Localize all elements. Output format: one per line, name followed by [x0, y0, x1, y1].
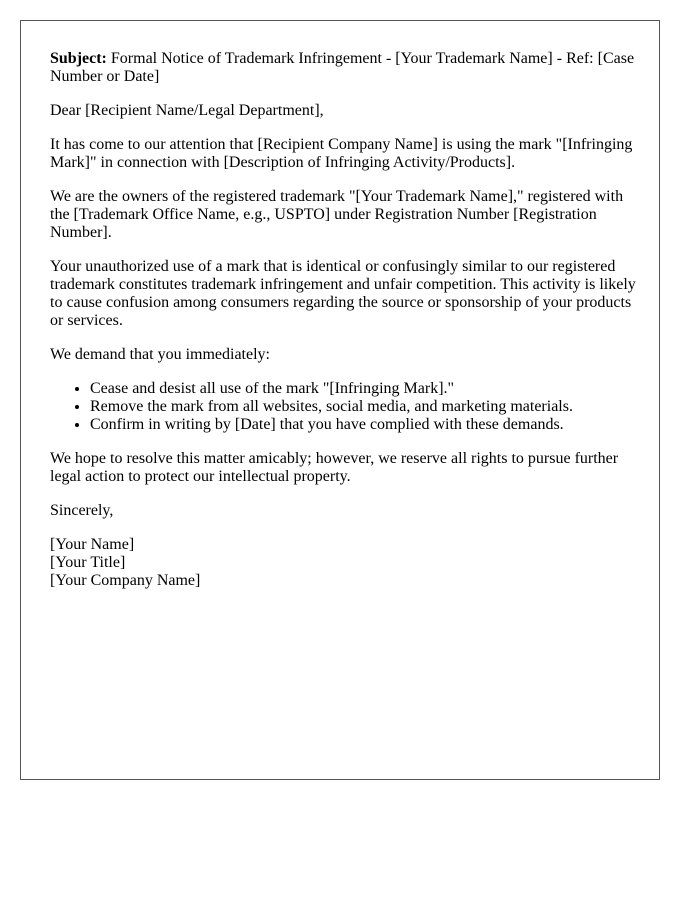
closing-paragraph: We hope to resolve this matter amicably; however, we reserve all rights to pursue further legal action to protect our intellectual property.	[50, 450, 619, 485]
subject-line	[50, 50, 640, 86]
paragraph-infringement-claim: Your unauthorized use of a mark that is identical or confusingly similar to our registered trademark constitutes trademark infringement and unfair competition. This activity is likely to cause confusion among consumers regarding the source or sponsorship of your products or services.	[50, 258, 636, 329]
paragraph-infringement-notice: It has come to our attention that [Recipient Company Name] is using the mark "[Infringing Mark]" in connection with [Description of Infringing Activity/Products].	[50, 136, 633, 171]
letter-body	[50, 50, 640, 606]
signature-name: [Your Name]	[50, 536, 135, 553]
demands-list	[50, 380, 640, 434]
signature-block	[50, 536, 640, 590]
letter-page	[20, 20, 660, 780]
salutation: Dear [Recipient Name/Legal Department],	[50, 102, 324, 119]
subject-text: Formal Notice of Trademark Infringement - [Your Trademark Name] - Ref: [Case Number or Date]	[50, 50, 635, 85]
demand-intro: We demand that you immediately:	[50, 346, 270, 363]
demand-item: • Remove the mark from all websites, social media, and marketing materials.	[90, 398, 640, 416]
demand-item: • Confirm in writing by [Date] that you have complied with these demands.	[90, 416, 640, 434]
sign-off: Sincerely,	[50, 502, 114, 519]
paragraph-ownership: We are the owners of the registered trademark "[Your Trademark Name]," registered with the [Trademark Office Name, e.g., USPTO] under Registration Number [Registration Number].	[50, 188, 624, 241]
signature-title: [Your Title]	[50, 554, 126, 571]
subject-label: Subject:	[50, 50, 107, 67]
demand-item: • Cease and desist all use of the mark "[Infringing Mark]."	[90, 380, 640, 398]
signature-company: [Your Company Name]	[50, 572, 201, 589]
